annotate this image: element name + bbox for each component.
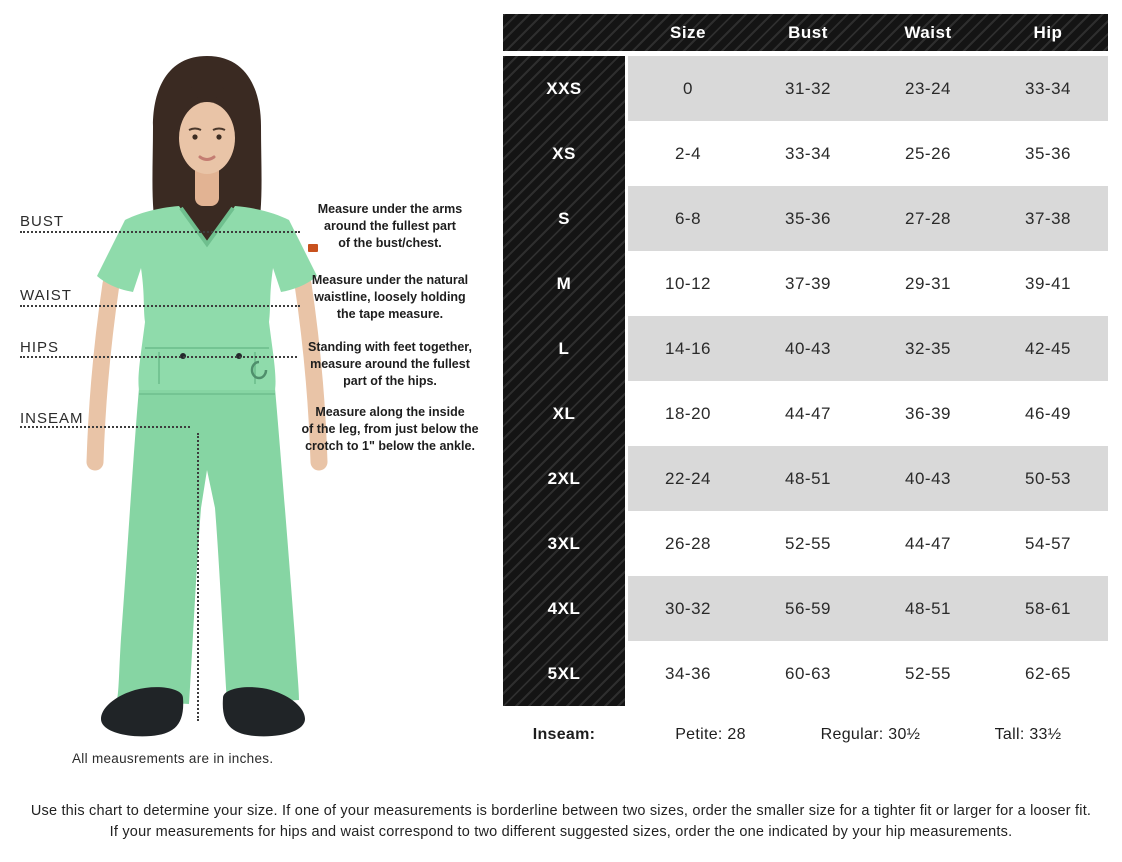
inseam-tall: Tall: 33½ bbox=[994, 726, 1062, 743]
table-row: 6-8 35-36 27-28 37-38 bbox=[628, 186, 1108, 251]
size-label: S bbox=[558, 208, 570, 228]
size-label: 3XL bbox=[547, 533, 581, 553]
inseam-label: INSEAM bbox=[20, 410, 84, 427]
inseam-petite: Petite: 28 bbox=[675, 726, 746, 743]
bust-line bbox=[20, 231, 300, 233]
table-row: 18-20 44-47 36-39 46-49 bbox=[665, 403, 1071, 423]
size-label: 2XL bbox=[547, 468, 581, 488]
scrub-pants bbox=[117, 388, 299, 704]
table-body bbox=[503, 56, 1108, 706]
table-header bbox=[503, 14, 1108, 51]
table-row: 14-16 40-43 32-35 42-45 bbox=[628, 316, 1108, 381]
table-row: 34-36 60-63 52-55 62-65 bbox=[665, 663, 1071, 683]
inseam-values bbox=[628, 726, 1108, 744]
inseam-regular: Regular: 30½ bbox=[820, 726, 921, 743]
column-header-size: Size bbox=[669, 22, 707, 42]
waist-label: WAIST bbox=[20, 287, 72, 304]
table-row: 2-4 33-34 25-26 35-36 bbox=[674, 143, 1071, 163]
column-header-hip: Hip bbox=[1033, 22, 1063, 42]
size-label: M bbox=[556, 273, 572, 293]
column-header-waist: Waist bbox=[904, 22, 952, 42]
model-photo bbox=[55, 38, 359, 754]
table-row: 30-32 56-59 48-51 58-61 bbox=[628, 576, 1108, 641]
hips-label: HIPS bbox=[20, 339, 60, 356]
size-label: 5XL bbox=[547, 663, 581, 683]
shoes bbox=[101, 687, 183, 736]
inseam-row bbox=[503, 712, 1108, 758]
inseam-row-label: Inseam: bbox=[532, 726, 596, 743]
size-label-column bbox=[503, 56, 625, 706]
bust-description: Measure under the arms around the fullest part of the bust/chest. bbox=[317, 202, 463, 250]
table-row: 0 31-32 23-24 33-34 bbox=[628, 56, 1108, 121]
size-label: XS bbox=[552, 143, 576, 163]
instructions-line2: If your measurements for hips and waist correspond to two different suggested sizes, order the one indicated by your hip measurements. bbox=[109, 824, 1013, 840]
hips-description: Standing with feet together, measure around the fullest part of the hips. bbox=[308, 340, 472, 388]
table-row: 10-12 37-39 29-31 39-41 bbox=[665, 273, 1071, 293]
measurement-rows bbox=[628, 56, 1108, 706]
bust-label: BUST bbox=[20, 213, 65, 230]
hips-line bbox=[20, 356, 297, 358]
inseam-vertical-line bbox=[197, 433, 199, 721]
size-chart-table bbox=[503, 14, 1108, 758]
size-label: L bbox=[558, 338, 570, 358]
table-row: 22-24 48-51 40-43 50-53 bbox=[628, 446, 1108, 511]
units-note: All meausrements are in inches. bbox=[72, 751, 274, 766]
inseam-description: Measure along the inside of the leg, from just below the crotch to 1" below the ankle. bbox=[301, 405, 479, 453]
header-spacer bbox=[503, 14, 628, 51]
table-row: 26-28 52-55 44-47 54-57 bbox=[665, 533, 1071, 553]
size-label: XXS bbox=[546, 78, 582, 98]
size-label: 4XL bbox=[547, 598, 581, 618]
column-header-bust: Bust bbox=[788, 22, 828, 42]
waist-description: Measure under the natural waistline, loosely holding the tape measure. bbox=[311, 273, 469, 321]
sizing-instructions bbox=[0, 801, 1122, 843]
waist-line bbox=[20, 305, 300, 307]
size-label: XL bbox=[552, 403, 576, 423]
inseam-line bbox=[20, 426, 190, 428]
instructions-line1: Use this chart to determine your size. If one of your measurements is borderline between two sizes, order the smaller size for a tighter fit or larger for a looser fit. bbox=[30, 803, 1092, 819]
